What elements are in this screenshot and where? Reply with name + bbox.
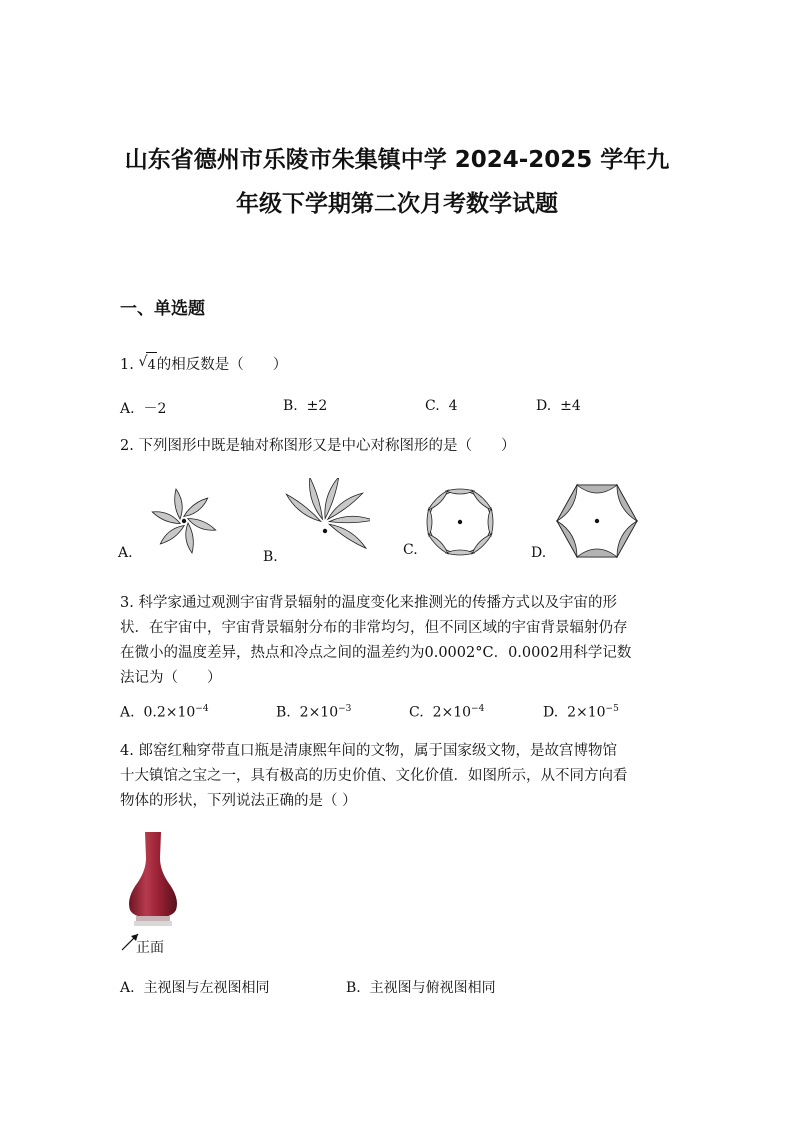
option-d[interactable]: D. ±4 bbox=[536, 398, 581, 414]
option-a[interactable]: A. $0.2\times 10^{-4}$ bbox=[120, 704, 209, 721]
section-heading: 一、单选题 bbox=[120, 299, 205, 319]
question-text-line: 郎窑红釉穿带直口瓶是清康熙年间的文物，属于国家级文物，是故宫博物馆 bbox=[138, 743, 617, 759]
hexagon-arcs-icon[interactable] bbox=[553, 480, 641, 562]
question-text-line: 科学家通过观测宇宙背景辐射的温度变化来推测光的传播方式以及宇宙的形 bbox=[138, 595, 617, 611]
question-number: 1. bbox=[120, 357, 134, 373]
question-number: 3. bbox=[120, 595, 134, 611]
option-c-label: C. bbox=[403, 542, 418, 558]
title-line-1: 山东省德州市乐陵市朱集镇中学 2024-2025 学年九 bbox=[124, 147, 670, 173]
question-2 bbox=[120, 434, 515, 459]
document-title bbox=[100, 138, 694, 226]
option-c[interactable]: C. 4 bbox=[425, 398, 458, 414]
radicand: 4 bbox=[146, 352, 156, 378]
option-a[interactable]: A. －2 bbox=[120, 401, 167, 417]
vase-figure bbox=[118, 830, 188, 954]
option-a[interactable]: A. 主视图与左视图相同 bbox=[120, 980, 270, 996]
option-b[interactable]: B. ±2 bbox=[283, 398, 328, 414]
option-b[interactable]: B. 主视图与俯视图相同 bbox=[346, 980, 496, 996]
question-text-line: 在微小的温度差异，热点和冷点之间的温差约为0.0002°C．0.0002用科学记数 bbox=[120, 645, 632, 661]
figure-label-front: 正面 bbox=[136, 940, 164, 956]
question-text-line: 状．在宇宙中，宇宙背景辐射分布的非常均匀，但不同区域的宇宙背景辐射仍存 bbox=[120, 620, 628, 636]
question-4 bbox=[120, 739, 680, 814]
question-number: 4. bbox=[120, 743, 134, 759]
question-text: 下列图形中既是轴对称图形又是中心对称图形的是（ ） bbox=[138, 438, 516, 454]
question-text: 的相反数是（ ） bbox=[156, 357, 288, 373]
option-a-label: A. bbox=[118, 545, 133, 561]
option-d[interactable]: D. $2\times 10^{-5}$ bbox=[543, 704, 619, 721]
option-d-label: D. bbox=[531, 545, 547, 561]
question-text-line: 十大镇馆之宝之一，具有极高的历史价值、文化价值．如图所示，从不同方向看 bbox=[120, 768, 628, 784]
option-b-label: B. bbox=[263, 549, 278, 565]
option-c[interactable]: C. $2\times 10^{-4}$ bbox=[409, 704, 485, 721]
question-text-line: 法记为（ ） bbox=[120, 670, 222, 686]
option-b[interactable]: B. $2\times 10^{-3}$ bbox=[276, 704, 352, 721]
question-number: 2. bbox=[120, 438, 134, 454]
question-1 bbox=[120, 352, 287, 378]
pinwheel-curved-blades-icon[interactable] bbox=[280, 478, 370, 568]
title-line-2: 年级下学期第二次月考数学试题 bbox=[236, 191, 558, 217]
question-text-line: 物体的形状，下列说法正确的是（ ） bbox=[120, 793, 357, 809]
circle-ring-petals-icon[interactable] bbox=[424, 486, 496, 558]
sqrt-expression: √ 4 bbox=[138, 352, 156, 378]
pinwheel-6-blades-icon[interactable] bbox=[138, 480, 230, 562]
question-3 bbox=[120, 591, 680, 691]
